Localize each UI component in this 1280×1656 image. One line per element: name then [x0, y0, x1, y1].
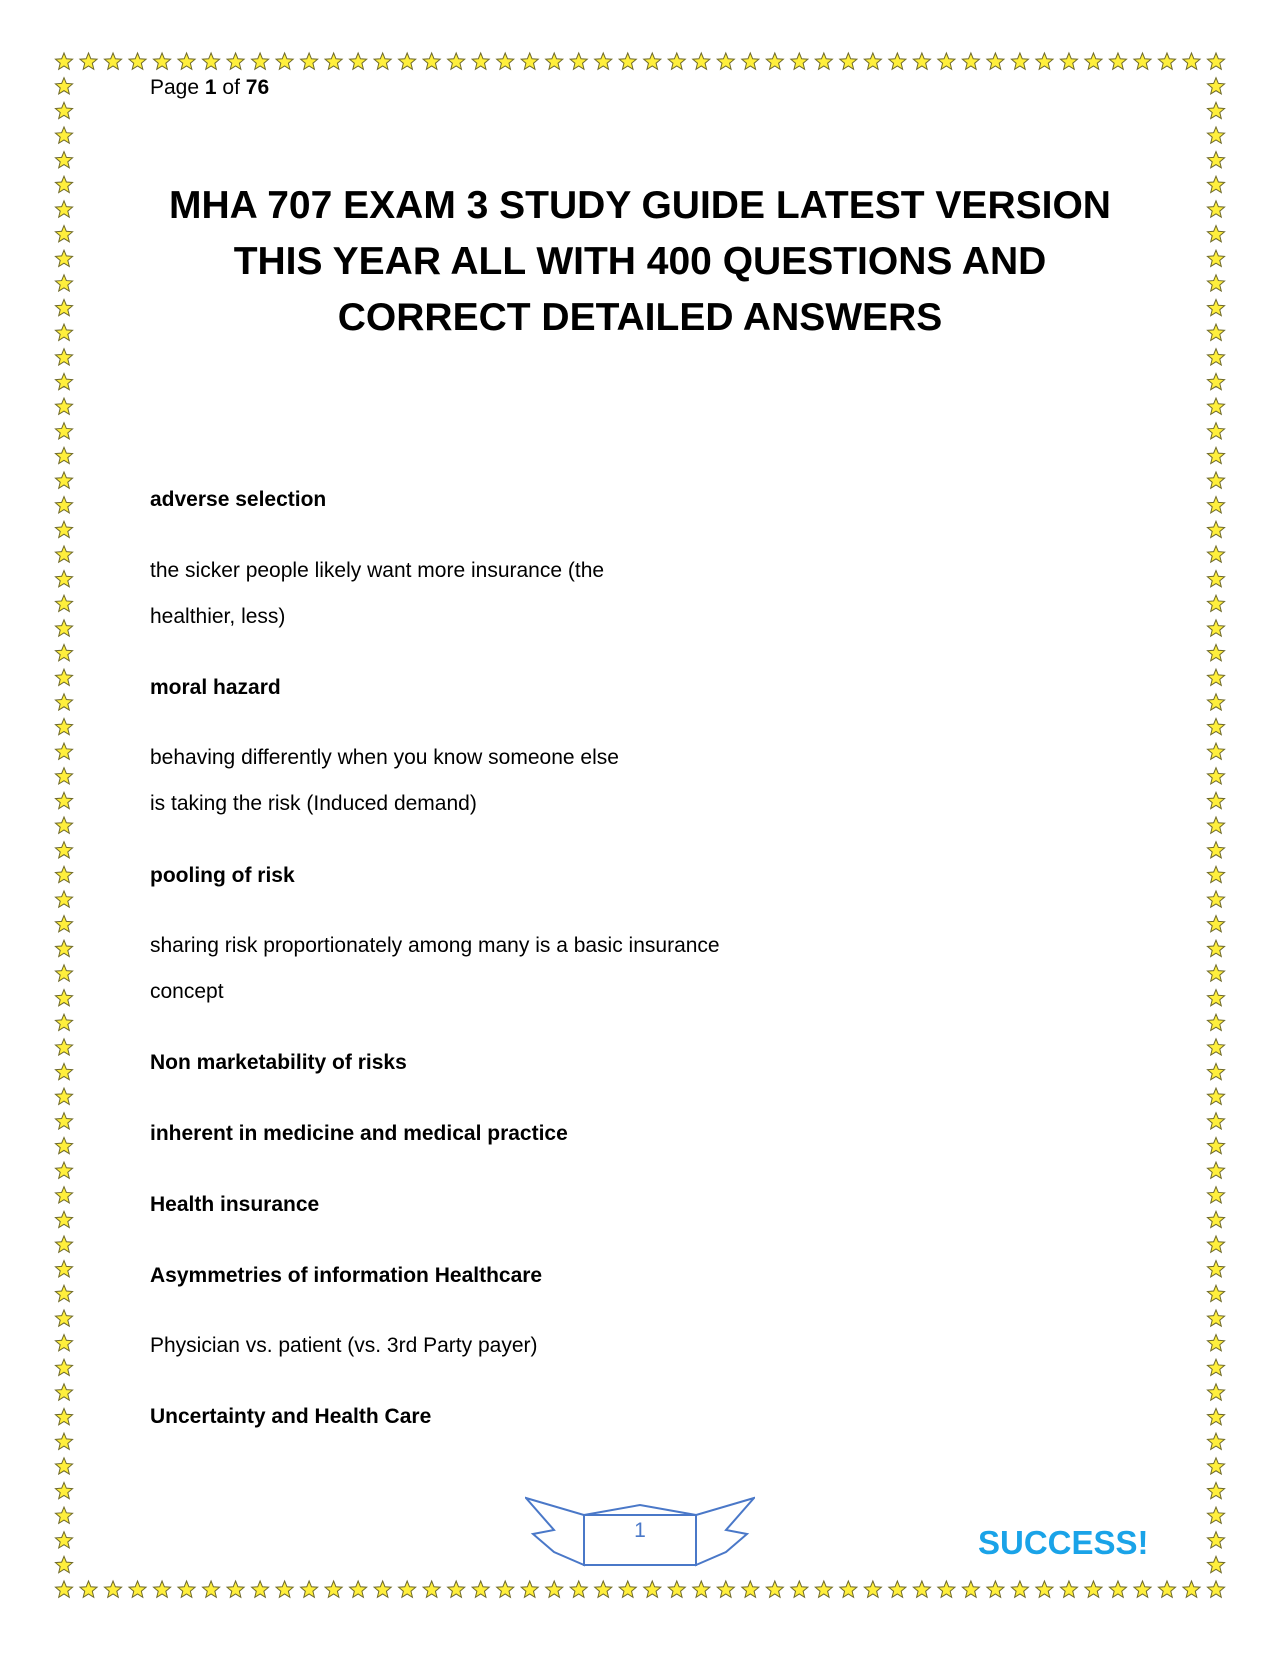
star-icon [815, 53, 832, 69]
star-icon [570, 1581, 587, 1597]
star-icon [1207, 497, 1224, 513]
star-icon [791, 53, 808, 69]
star-icon [1207, 152, 1224, 168]
star-icon [717, 1581, 734, 1597]
star-icon [1134, 53, 1151, 69]
star-icon [55, 1310, 72, 1326]
star-icon [374, 53, 391, 69]
star-icon [1207, 620, 1224, 636]
star-icon [55, 521, 72, 537]
star-icon [153, 1581, 170, 1597]
star-icon [1207, 127, 1224, 143]
title-line-3: CORRECT DETAILED ANSWERS [337, 296, 943, 339]
star-icon [1207, 743, 1224, 759]
star-icon [55, 1482, 72, 1498]
star-icon [55, 152, 72, 168]
definition-line: is taking the risk (Induced demand) [150, 792, 477, 815]
star-icon [1183, 1581, 1200, 1597]
star-icon [1207, 250, 1224, 266]
page-header [150, 76, 269, 100]
star-icon [595, 53, 612, 69]
star-icon [55, 1433, 72, 1449]
star-icon [399, 1581, 416, 1597]
star-icon [1207, 792, 1224, 808]
document-title [150, 178, 1130, 346]
star-icon [668, 1581, 685, 1597]
star-icon [1207, 669, 1224, 685]
star-icon [104, 1581, 121, 1597]
star-icon [1207, 718, 1224, 734]
star-icon [815, 1581, 832, 1597]
star-icon [1207, 916, 1224, 932]
star-icon [55, 53, 72, 69]
star-icon [693, 1581, 710, 1597]
star-icon [129, 1581, 146, 1597]
definition-line: healthier, less) [150, 605, 286, 628]
star-icon [55, 743, 72, 759]
star-icon [55, 201, 72, 217]
star-icon [55, 1507, 72, 1523]
star-icon [276, 53, 293, 69]
page-word: Page [150, 76, 200, 99]
star-icon [55, 1581, 72, 1597]
star-icon [80, 53, 97, 69]
star-icon [1207, 1310, 1224, 1326]
star-icon [55, 916, 72, 932]
star-icon [1085, 53, 1102, 69]
title-line-2: THIS YEAR ALL WITH 400 QUESTIONS AND [233, 240, 1047, 283]
star-icon [1207, 1458, 1224, 1474]
star-icon [595, 1581, 612, 1597]
star-icon [55, 1335, 72, 1351]
star-icon [1085, 1581, 1102, 1597]
star-icon [913, 53, 930, 69]
star-icon [1207, 447, 1224, 463]
star-icon [55, 1063, 72, 1079]
star-icon [55, 891, 72, 907]
star-icon [55, 226, 72, 242]
star-icon [1207, 817, 1224, 833]
definition-line: concept [150, 980, 224, 1003]
star-icon [472, 1581, 489, 1597]
star-icon [497, 53, 514, 69]
star-icon [1207, 965, 1224, 981]
star-icon [55, 1261, 72, 1277]
star-icon [1207, 226, 1224, 242]
star-icon [55, 1162, 72, 1178]
star-icon [521, 53, 538, 69]
star-icon [1207, 398, 1224, 414]
star-icon [55, 250, 72, 266]
star-icon [55, 1384, 72, 1400]
star-icon [55, 1088, 72, 1104]
term-uncertainty: Uncertainty and Health Care [150, 1405, 432, 1428]
star-icon [129, 53, 146, 69]
star-icon [1011, 1581, 1028, 1597]
definition-line: the sicker people likely want more insurance (the [150, 559, 605, 582]
title-line-1: MHA 707 EXAM 3 STUDY GUIDE LATEST VERSION [169, 184, 1111, 227]
star-icon [1207, 891, 1224, 907]
star-icon [55, 792, 72, 808]
star-icon [55, 866, 72, 882]
star-icon [325, 53, 342, 69]
star-icon [1134, 1581, 1151, 1597]
definition-line: behaving differently when you know someone else [150, 746, 619, 769]
star-icon [1207, 571, 1224, 587]
star-icon [55, 373, 72, 389]
star-icon [1207, 1335, 1224, 1351]
star-icon [668, 53, 685, 69]
star-icon [1207, 1507, 1224, 1523]
star-icon [1158, 1581, 1175, 1597]
star-icon [227, 1581, 244, 1597]
star-icon [840, 1581, 857, 1597]
star-icon [55, 940, 72, 956]
star-icon [840, 53, 857, 69]
star-icon [153, 53, 170, 69]
definition-line: sharing risk proportionately among many is a basic insurance [150, 934, 720, 957]
star-icon [55, 299, 72, 315]
star-icon [203, 1581, 220, 1597]
star-icon [1207, 1359, 1224, 1375]
star-icon [742, 53, 759, 69]
star-icon [546, 1581, 563, 1597]
star-icon [448, 53, 465, 69]
star-icon [55, 398, 72, 414]
star-icon [55, 694, 72, 710]
star-icon [1207, 423, 1224, 439]
star-icon [1207, 1162, 1224, 1178]
star-icon [325, 1581, 342, 1597]
star-icon [178, 1581, 195, 1597]
star-icon [1207, 373, 1224, 389]
star-icon [1207, 768, 1224, 784]
star-icon [619, 53, 636, 69]
of-word: of [222, 76, 240, 99]
star-icon [1207, 1433, 1224, 1449]
star-icon [1207, 201, 1224, 217]
star-icon [742, 1581, 759, 1597]
star-icon [1183, 53, 1200, 69]
star-icon [497, 1581, 514, 1597]
star-icon [1207, 102, 1224, 118]
star-icon [1207, 842, 1224, 858]
star-icon [1207, 299, 1224, 315]
star-icon [1207, 1113, 1224, 1129]
star-icon [1207, 546, 1224, 562]
star-icon [55, 176, 72, 192]
star-icon [1207, 644, 1224, 660]
star-icon [864, 1581, 881, 1597]
star-icon [55, 842, 72, 858]
star-icon [1060, 1581, 1077, 1597]
star-icon [1207, 1384, 1224, 1400]
star-icon [55, 718, 72, 734]
star-icon [644, 1581, 661, 1597]
star-icon [1207, 1261, 1224, 1277]
term-moral-hazard: moral hazard [150, 676, 281, 699]
star-icon [55, 571, 72, 587]
star-icon [55, 78, 72, 94]
star-icon [1207, 521, 1224, 537]
star-icon [301, 53, 318, 69]
star-icon [276, 1581, 293, 1597]
term-pooling-of-risk: pooling of risk [150, 864, 295, 887]
star-icon [55, 644, 72, 660]
star-icon [55, 1039, 72, 1055]
star-icon [962, 53, 979, 69]
term-inherent-in-medicine: inherent in medicine and medical practice [150, 1122, 568, 1145]
star-icon [80, 1581, 97, 1597]
star-icon [1207, 53, 1224, 69]
star-icon [1207, 595, 1224, 611]
star-icon [301, 1581, 318, 1597]
star-icon [1207, 1236, 1224, 1252]
star-icon [55, 1556, 72, 1572]
term-adverse-selection: adverse selection [150, 488, 327, 511]
star-icon [1207, 78, 1224, 94]
star-icon [55, 669, 72, 685]
star-icon [55, 324, 72, 340]
star-icon [1011, 53, 1028, 69]
star-icon [203, 53, 220, 69]
star-icon [55, 768, 72, 784]
star-icon [399, 53, 416, 69]
star-icon [1207, 1556, 1224, 1572]
star-icon [55, 1359, 72, 1375]
star-icon [423, 1581, 440, 1597]
star-icon [55, 1532, 72, 1548]
star-icon [693, 53, 710, 69]
star-icon [1207, 1187, 1224, 1203]
star-icon [55, 1014, 72, 1030]
star-icon [55, 127, 72, 143]
star-icon [55, 620, 72, 636]
star-icon [1060, 53, 1077, 69]
star-icon [1207, 275, 1224, 291]
star-icon [423, 53, 440, 69]
star-icon [350, 1581, 367, 1597]
footer-page-number: 1 [634, 1519, 646, 1542]
star-icon [55, 965, 72, 981]
star-icon [227, 53, 244, 69]
star-icon [889, 53, 906, 69]
star-icon [55, 990, 72, 1006]
star-icon [1036, 53, 1053, 69]
star-icon [55, 497, 72, 513]
star-icon [55, 546, 72, 562]
star-icon [55, 102, 72, 118]
star-icon [1207, 940, 1224, 956]
star-icon [913, 1581, 930, 1597]
definition-line: Physician vs. patient (vs. 3rd Party payer) [150, 1334, 538, 1357]
star-icon [1158, 53, 1175, 69]
term-asymmetries: Asymmetries of information Healthcare [150, 1264, 543, 1287]
star-icon [717, 53, 734, 69]
star-icon [55, 1187, 72, 1203]
star-icon [1207, 472, 1224, 488]
star-icon [546, 53, 563, 69]
star-icon [619, 1581, 636, 1597]
term-non-marketability: Non marketability of risks [150, 1051, 407, 1074]
star-icon [1207, 349, 1224, 365]
star-icon [1207, 1211, 1224, 1227]
star-icon [1207, 176, 1224, 192]
star-icon [1207, 1482, 1224, 1498]
star-icon [55, 423, 72, 439]
page-current: 1 [204, 76, 217, 99]
star-icon [1109, 1581, 1126, 1597]
star-icon [1207, 990, 1224, 1006]
star-icon [252, 53, 269, 69]
star-icon [55, 275, 72, 291]
star-icon [1207, 694, 1224, 710]
star-icon [55, 595, 72, 611]
star-icon [472, 53, 489, 69]
star-icon [962, 1581, 979, 1597]
star-icon [55, 472, 72, 488]
star-icon [55, 447, 72, 463]
star-icon [55, 1236, 72, 1252]
star-icon [1207, 1137, 1224, 1153]
star-icon [1207, 1532, 1224, 1548]
star-icon [1207, 866, 1224, 882]
star-icon [1036, 1581, 1053, 1597]
star-icon [938, 53, 955, 69]
star-icon [570, 53, 587, 69]
star-icon [1207, 1408, 1224, 1424]
star-icon [1109, 53, 1126, 69]
star-icon [178, 53, 195, 69]
star-icon [252, 1581, 269, 1597]
term-health-insurance: Health insurance [150, 1193, 320, 1216]
star-icon [521, 1581, 538, 1597]
star-icon [1207, 1063, 1224, 1079]
star-icon [55, 1285, 72, 1301]
star-icon [987, 53, 1004, 69]
star-icon [766, 53, 783, 69]
star-icon [1207, 1014, 1224, 1030]
star-icon [889, 1581, 906, 1597]
star-icon [374, 1581, 391, 1597]
star-icon [1207, 1285, 1224, 1301]
star-icon [1207, 1088, 1224, 1104]
star-icon [987, 1581, 1004, 1597]
star-icon [864, 53, 881, 69]
star-icon [1207, 324, 1224, 340]
star-icon [55, 1211, 72, 1227]
star-icon [1207, 1039, 1224, 1055]
star-icon [55, 817, 72, 833]
star-icon [938, 1581, 955, 1597]
star-icon [766, 1581, 783, 1597]
success-label: SUCCESS! [978, 1524, 1149, 1561]
star-icon [448, 1581, 465, 1597]
star-icon [791, 1581, 808, 1597]
page-total: 76 [245, 76, 270, 99]
star-icon [55, 1408, 72, 1424]
star-icon [1207, 1581, 1224, 1597]
star-icon [55, 349, 72, 365]
star-icon [55, 1458, 72, 1474]
star-icon [55, 1113, 72, 1129]
star-icon [104, 53, 121, 69]
star-icon [644, 53, 661, 69]
star-icon [55, 1137, 72, 1153]
star-icon [350, 53, 367, 69]
